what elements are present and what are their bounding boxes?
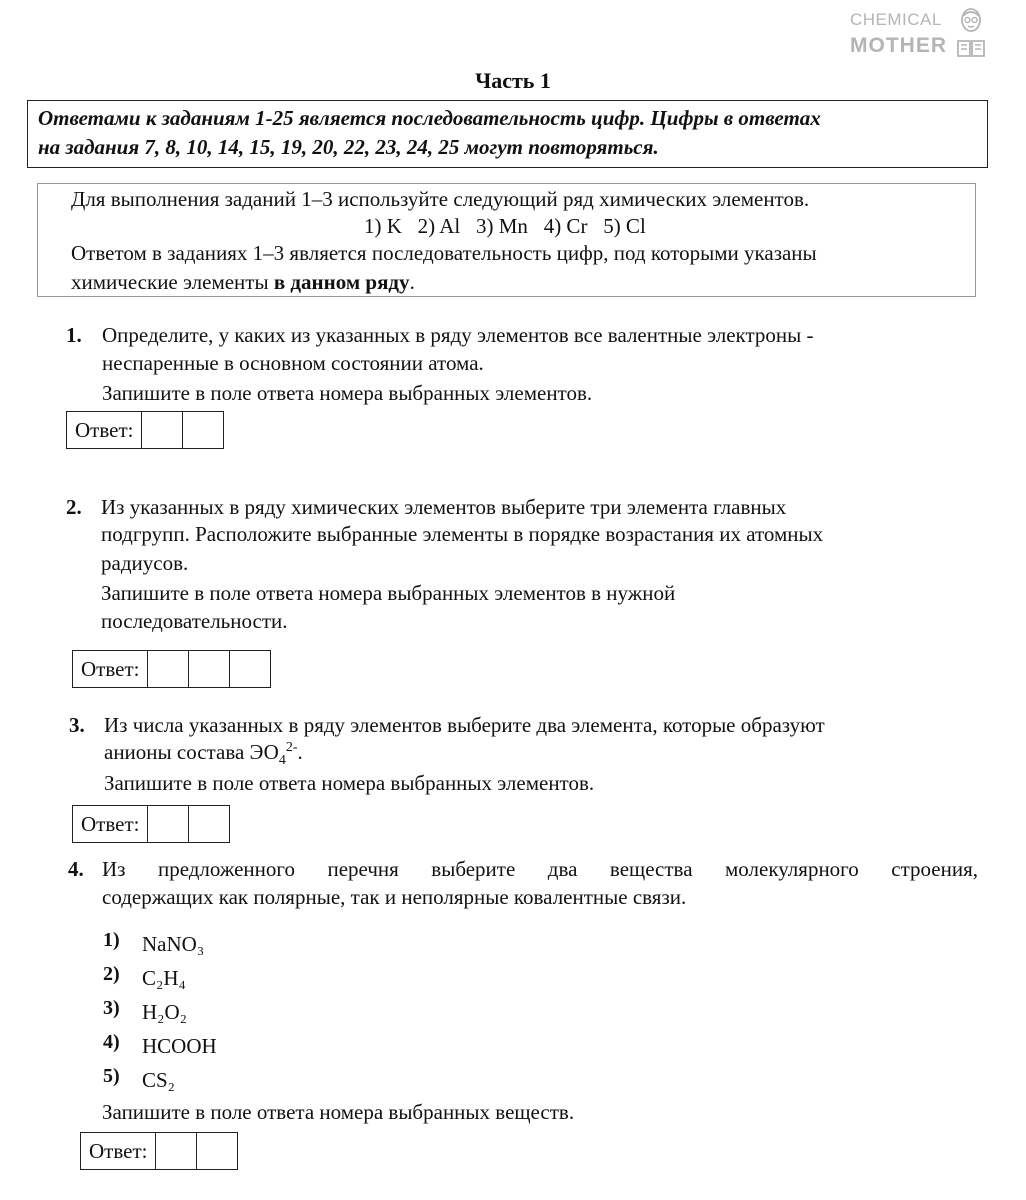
question-4-line-2: содержащих как полярные, так и неполярные ковалентные связи. — [102, 885, 687, 909]
option-1-number: 1) — [103, 929, 120, 951]
answer-label: Ответ: — [73, 651, 148, 687]
question-3-number: 3. — [69, 713, 85, 737]
elements-intro: Для выполнения заданий 1–3 используйте следующий ряд химических элементов. — [71, 187, 810, 211]
question-2-answer-box — [72, 650, 271, 688]
answer-label: Ответ: — [67, 412, 142, 448]
answer-cell[interactable] — [142, 412, 183, 448]
answer-cell[interactable] — [156, 1133, 197, 1169]
question-3-answer-box — [72, 805, 230, 843]
element-item: 3) Mn — [476, 214, 528, 238]
option-4-number: 4) — [103, 1031, 120, 1053]
question-2-line-4: Запишите в поле ответа номера выбранных элементов в нужной — [101, 581, 676, 605]
answer-cell[interactable] — [230, 651, 270, 687]
elements-list — [364, 214, 646, 239]
instructions-line-1: Ответами к заданиям 1-25 является последовательность цифр. Цифры в ответах — [38, 106, 821, 130]
question-2-line-1: Из указанных в ряду химических элементов выберите три элемента главных — [101, 495, 787, 519]
answer-cell[interactable] — [148, 651, 189, 687]
question-3-line-3: Запишите в поле ответа номера выбранных элементов. — [104, 771, 595, 795]
question-3-line-2: анионы состава $ЭО_4^{2-}$. — [104, 740, 303, 769]
answer-cell[interactable] — [189, 651, 230, 687]
question-1-line-3: Запишите в поле ответа номера выбранных элементов. — [102, 381, 593, 405]
element-item: 4) Cr — [543, 214, 588, 238]
option-3-formula: H₂O₂ — [142, 1000, 187, 1024]
element-item: 2) Al — [417, 214, 461, 238]
elements-answer-note-2: химические элементы в данном ряду. — [71, 270, 415, 294]
question-2-number: 2. — [66, 495, 82, 519]
part-title: Часть 1 — [475, 68, 551, 93]
element-item: 5) Cl — [603, 214, 646, 238]
elements-box — [37, 183, 976, 297]
option-5-number: 5) — [103, 1065, 120, 1087]
question-3-line-1: Из числа указанных в ряду элементов выберите два элемента, которые образуют — [104, 713, 825, 737]
option-5-formula: CS₂ — [142, 1068, 176, 1092]
answer-cell[interactable] — [197, 1133, 237, 1169]
logo-line-2: MOTHER — [850, 34, 947, 57]
question-1-answer-box — [66, 411, 224, 449]
question-4-number: 4. — [68, 857, 84, 881]
elements-answer-note: Ответом в заданиях 1–3 является последовательность цифр, под которыми указаны — [71, 241, 817, 265]
question-2-line-3: радиусов. — [101, 551, 189, 575]
instructions-box — [27, 100, 988, 168]
logo-line-1: CHEMICAL — [850, 10, 942, 29]
open-book-icon — [956, 37, 986, 59]
answer-label: Ответ: — [73, 806, 148, 842]
chemical-mother-logo — [850, 6, 1000, 62]
question-2-line-2: подгрупп. Расположите выбранные элементы в порядке возрастания их атомных — [101, 522, 824, 546]
question-4-answer-box — [80, 1132, 238, 1170]
chemist-face-icon — [958, 6, 984, 34]
element-item: 1) K — [364, 214, 402, 238]
option-2-number: 2) — [103, 963, 120, 985]
answer-cell[interactable] — [183, 412, 223, 448]
instructions-line-2: на задания 7, 8, 10, 14, 15, 19, 20, 22, 23, 24, 25 могут повторяться. — [38, 135, 659, 159]
question-4-line-1: Из предложенного перечня выберите два вещества молекулярного строения, — [102, 857, 978, 881]
option-3-number: 3) — [103, 997, 120, 1019]
question-1-line-1: Определите, у каких из указанных в ряду элементов все валентные электроны - — [102, 323, 814, 347]
question-1-number: 1. — [66, 323, 82, 347]
option-1-formula: NaNO₃ — [142, 932, 205, 956]
answer-cell[interactable] — [148, 806, 189, 842]
question-4-footer: Запишите в поле ответа номера выбранных веществ. — [102, 1100, 575, 1124]
answer-label: Ответ: — [81, 1133, 156, 1169]
question-1-line-2: неспаренные в основном состоянии атома. — [102, 351, 484, 375]
answer-cell[interactable] — [189, 806, 229, 842]
question-2-line-5: последовательности. — [101, 609, 288, 633]
option-2-formula: C₂H₄ — [142, 966, 186, 990]
option-4-formula: HCOOH — [142, 1034, 217, 1058]
